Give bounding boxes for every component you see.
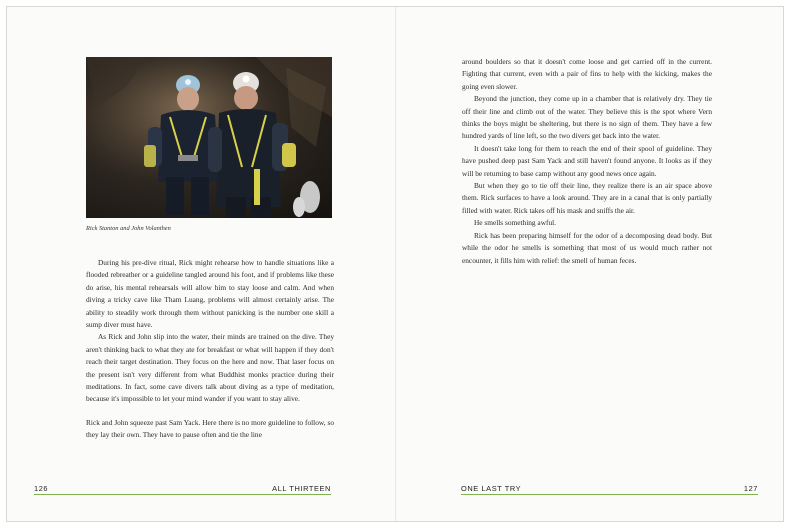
paragraph: Rick and John squeeze past Sam Yack. Here there is no more guideline to follow, so they lay their own. They have to pause often and tie the line <box>86 417 334 440</box>
cave-divers-photo <box>86 57 332 218</box>
paragraph: It doesn't take long for them to reach the end of their spool of guideline. They have pushed deep past Sam Yack and still haven't found anyone. It looks as if they will be returning to base camp without any good news once again. <box>462 143 712 178</box>
paragraph: He smells something awful. <box>474 218 556 228</box>
photo-caption: Rick Stanton and John Volanthen <box>86 225 171 232</box>
paragraph: Rick has been preparing himself for the odor of a decomposing dead body. But while the odor he smells is something that most of us would much rather not encounter, it fills him with relief: the smell of human feces. <box>462 230 712 265</box>
paragraph: Beyond the junction, they come up in a chamber that is relatively dry. They tie off their line and climb out of the water. They believe this is the spot where Vern thinks the boys might be sheltering, but there is no sign of them. They have a few hundred yards of line left, so the two divers get back into the water. <box>462 94 712 141</box>
right-page-body <box>462 56 712 267</box>
paragraph: But when they go to tie off their line, they realize there is an air space above them. Rick surfaces to have a look around. They are in a canal that is only partially filled with water. Rick takes off his mask and sniffs the air. <box>462 181 712 215</box>
page-number: 126 <box>34 484 49 493</box>
left-page-footer <box>34 479 331 495</box>
page-number: 127 <box>743 484 758 493</box>
paragraph: around boulders so that it doesn't come loose and get carried off in the current. Fighting that current, even with a pair of fins to help with the kicking, makes the going even slower. <box>462 57 712 91</box>
paragraph: As Rick and John slip into the water, their minds are trained on the dive. They aren't thinking back to what they ate for breakfast or what will happen if they don't reach their target destination. They focus on the here and now. That laser focus on the present isn't very different from what Buddhist monks practice during their meditations. In fact, some cave divers talk about diving as a type of meditation, because it's impossible to let your mind wander if you want to stay alive. <box>86 332 334 404</box>
running-head: ALL THIRTEEN <box>272 484 331 493</box>
left-page <box>7 7 395 521</box>
paragraph: During his pre-dive ritual, Rick might rehearse how to handle situations like a flooded rebreather or a guideline tangled around his foot, and if problems like these do arise, his mental rehearsals will allow him to stay loose and calm. And when diving a tricky cave like Tham Luang, problems will almost certainly arise. The ability to steadily work through them without panicking is the number one skill a sump diver must have. <box>86 258 334 330</box>
book-spread <box>6 6 784 522</box>
left-page-body <box>86 257 334 442</box>
right-page <box>396 7 783 521</box>
right-page-footer <box>461 479 758 495</box>
running-head: ONE LAST TRY <box>461 484 522 493</box>
